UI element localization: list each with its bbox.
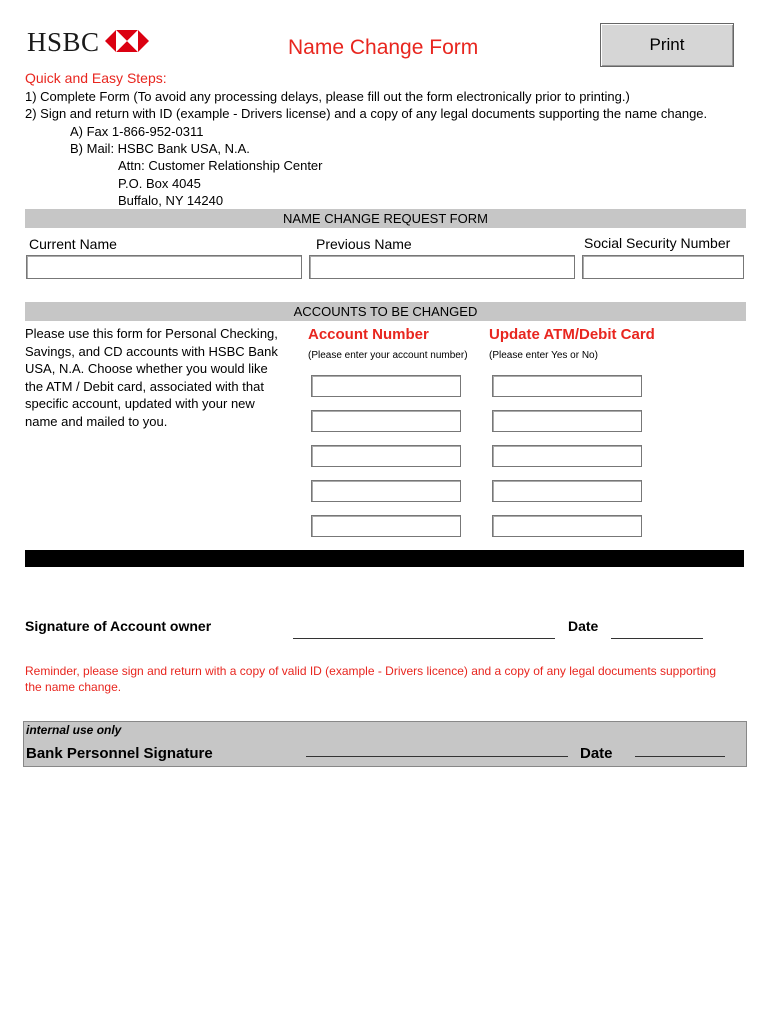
name-change-section-label: NAME CHANGE REQUEST FORM [283, 211, 488, 226]
internal-use-box [23, 721, 747, 767]
mail-pobox: P.O. Box 4045 [118, 176, 201, 191]
accounts-instructions: Please use this form for Personal Checking, Savings, and CD accounts with HSBC Bank USA, N.A. Choose whether you would like the ATM / Debit card, associated with that specific account, updated with your new name and mailed to you. [25, 326, 278, 429]
atm-update-input-2[interactable] [492, 410, 642, 432]
internal-use-heading: internal use only [26, 723, 122, 737]
previous-name-label: Previous Name [316, 236, 412, 252]
owner-signature-label: Signature of Account owner [25, 618, 212, 634]
personnel-date-line[interactable] [635, 756, 725, 757]
ssn-input[interactable] [582, 255, 744, 279]
owner-date-line[interactable] [611, 638, 703, 639]
account-number-heading: Account Number [308, 326, 429, 343]
personnel-date-label: Date [580, 745, 613, 762]
hsbc-hexagon-logo-icon [105, 30, 149, 52]
account-number-input-1[interactable] [311, 375, 461, 397]
page-title: Name Change Form [288, 36, 479, 59]
owner-date-label: Date [568, 618, 599, 634]
section-divider [25, 550, 744, 567]
account-number-input-3[interactable] [311, 445, 461, 467]
atm-update-input-3[interactable] [492, 445, 642, 467]
steps-heading: Quick and Easy Steps: [25, 70, 167, 86]
ssn-label: Social Security Number [584, 235, 731, 251]
personnel-signature-label: Bank Personnel Signature [26, 745, 213, 762]
current-name-input[interactable] [26, 255, 302, 279]
account-number-input-4[interactable] [311, 480, 461, 502]
atm-heading: Update ATM/Debit Card [489, 326, 655, 343]
account-number-input-2[interactable] [311, 410, 461, 432]
print-button[interactable]: Print [600, 23, 734, 67]
atm-update-input-5[interactable] [492, 515, 642, 537]
account-number-hint: (Please enter your account number) [308, 350, 468, 361]
step-1: 1) Complete Form (To avoid any processing delays, please fill out the form electronically prior to printing.) [25, 89, 630, 104]
hsbc-logo-text: HSBC [27, 27, 100, 57]
name-change-section-bar [25, 209, 746, 228]
atm-update-input-4[interactable] [492, 480, 642, 502]
current-name-label: Current Name [29, 236, 117, 252]
previous-name-input[interactable] [309, 255, 575, 279]
fax-instruction: A) Fax 1-866-952-0311 [70, 124, 204, 139]
account-number-input-5[interactable] [311, 515, 461, 537]
owner-signature-line[interactable] [293, 638, 555, 639]
atm-hint: (Please enter Yes or No) [489, 350, 598, 361]
step-2: 2) Sign and return with ID (example - Drivers license) and a copy of any legal documents supporting the name change. [25, 106, 708, 121]
reminder-text: Reminder, please sign and return with a copy of valid ID (example - Drivers licence) and a copy of any legal documents supporting the name change. [25, 664, 717, 694]
mail-instruction: B) Mail: HSBC Bank USA, N.A. [70, 141, 250, 156]
accounts-section-bar [25, 302, 746, 321]
accounts-section-label: ACCOUNTS TO BE CHANGED [293, 304, 478, 319]
atm-update-input-1[interactable] [492, 375, 642, 397]
mail-city: Buffalo, NY 14240 [118, 193, 224, 208]
personnel-signature-line[interactable] [306, 756, 568, 757]
mail-attn: Attn: Customer Relationship Center [118, 158, 323, 173]
